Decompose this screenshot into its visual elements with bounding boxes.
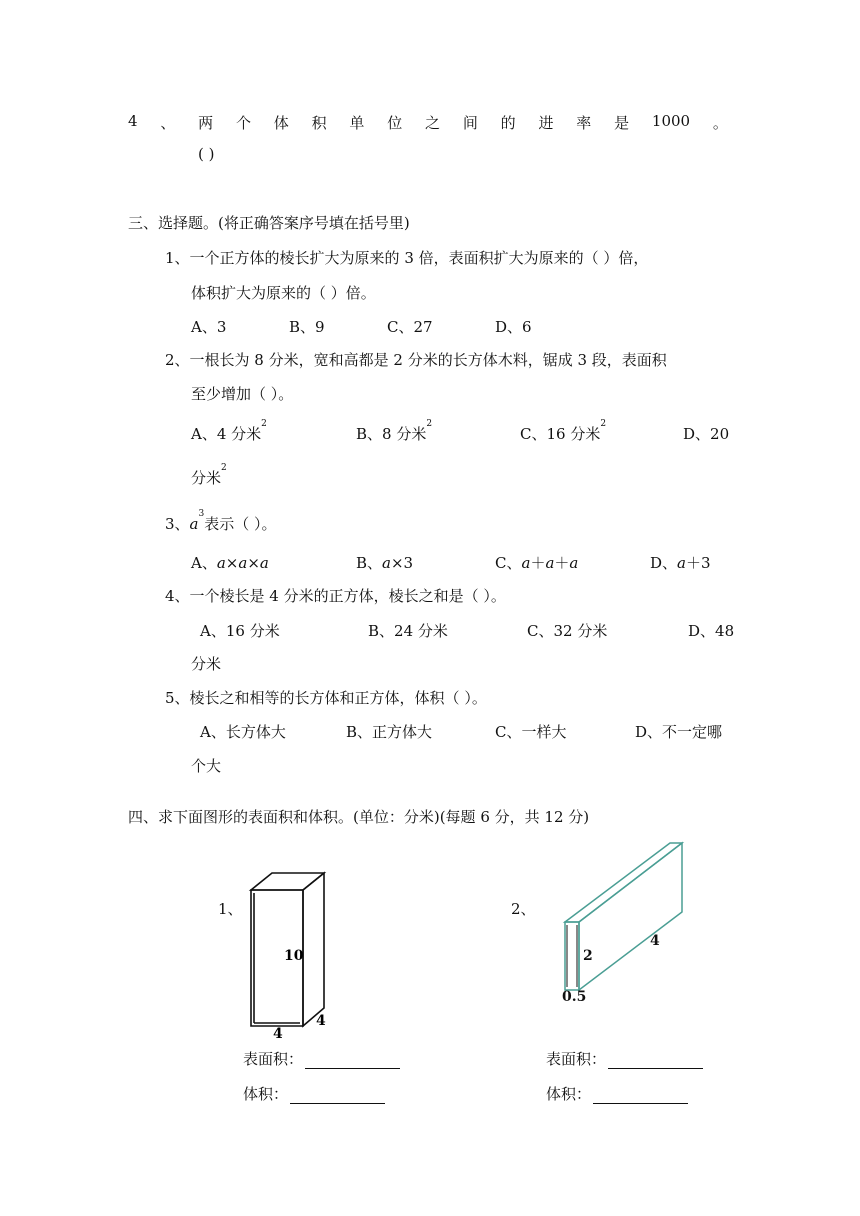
q5-option-b: B、正方体大 — [346, 723, 433, 741]
q4-option-d: D、48 — [688, 622, 735, 640]
slab-side-face — [579, 843, 682, 990]
dim-label-height: 10 — [284, 948, 304, 964]
q3-option-b: B、a×3 — [356, 554, 414, 572]
q3-option-a: A、a×a×a — [191, 554, 269, 572]
spread-char: 积 — [311, 114, 327, 132]
q1-option-c: C、27 — [387, 318, 433, 336]
q5-option-d-wrap: 个大 — [191, 757, 222, 775]
q1-line2: 体积扩大为原来的（ ）倍。 — [191, 284, 376, 302]
spread-char: 。 — [712, 114, 728, 132]
prev-question-4-line — [128, 112, 728, 133]
q5-option-a: A、长方体大 — [200, 723, 286, 741]
q1-line1: 1、一个正方体的棱长扩大为原来的 3 倍，表面积扩大为原来的（ ）倍， — [165, 249, 649, 267]
q2-option-d: D、20 — [683, 425, 730, 443]
q1-option-a: A、3 — [191, 318, 227, 336]
q2-option-d-wrap: 分米$^2$ — [191, 463, 227, 487]
spread-char: 进 — [538, 114, 554, 132]
surface-area-blank[interactable] — [608, 1052, 703, 1069]
fig2-volume: 体积： — [546, 1083, 688, 1104]
q2-line2: 至少增加（ ）。 — [191, 385, 294, 403]
spread-char: 是 — [614, 114, 630, 132]
q2-line1: 2、一根长为 8 分米，宽和高都是 2 分米的长方体木料，锯成 3 段，表面积 — [165, 351, 667, 369]
cuboid-figure-1 — [240, 865, 340, 1040]
q3-line1: 3、$a^3$表示（ ）。 — [165, 509, 277, 533]
q3-option-c: C、a＋a＋a — [495, 554, 579, 572]
q5-option-d: D、不一定哪 — [635, 723, 723, 741]
spread-char: 4 — [128, 112, 138, 130]
cuboid-figure-2 — [555, 835, 695, 1010]
answer-paren: ( ) — [198, 145, 215, 163]
q1-option-d: D、6 — [495, 318, 532, 336]
dim-label-height: 2 — [583, 948, 593, 964]
section-3-title: 三、选择题。(将正确答案序号填在括号里) — [128, 214, 410, 232]
slab-top-face — [565, 843, 682, 922]
volume-blank[interactable] — [290, 1087, 385, 1104]
q4-option-d-wrap: 分米 — [191, 655, 222, 673]
fig1-surface-area: 表面积： — [243, 1048, 400, 1069]
q4-line1: 4、一个棱长是 4 分米的正方体，棱长之和是（ ）。 — [165, 587, 506, 605]
spread-char: 两 — [198, 114, 214, 132]
cuboid-side-face — [303, 873, 324, 1026]
q4-option-b: B、24 分米 — [368, 622, 448, 640]
dim-label-length: 4 — [273, 1026, 283, 1040]
q5-line1: 5、棱长之和相等的长方体和正方体，体积（ ）。 — [165, 689, 487, 707]
dim-label-width: 0.5 — [562, 989, 587, 1005]
surface-area-blank[interactable] — [305, 1052, 400, 1069]
spread-char: 个 — [235, 114, 251, 132]
dim-label-length: 4 — [650, 933, 660, 949]
q2-option-c: C、16 分米$^2$ — [520, 419, 607, 443]
fig1-volume: 体积： — [243, 1083, 385, 1104]
volume-blank[interactable] — [593, 1087, 688, 1104]
dim-label-width: 4 — [316, 1013, 326, 1029]
q5-option-c: C、一样大 — [495, 723, 567, 741]
spread-char: 之 — [425, 114, 441, 132]
spread-char: 1000 — [651, 112, 691, 130]
q1-option-b: B、9 — [289, 318, 325, 336]
q2-option-a: A、4 分米$^2$ — [191, 419, 267, 443]
spread-char: 、 — [160, 114, 176, 132]
spread-char: 的 — [500, 114, 516, 132]
spread-char: 体 — [273, 114, 289, 132]
spread-char: 单 — [349, 114, 365, 132]
spread-char: 率 — [576, 114, 592, 132]
figure-1-label: 1、 — [218, 900, 243, 918]
spread-char: 间 — [462, 114, 478, 132]
figure-2-label: 2、 — [511, 900, 536, 918]
q2-option-b: B、8 分米$^2$ — [356, 419, 433, 443]
fig2-surface-area: 表面积： — [546, 1048, 703, 1069]
q4-option-c: C、32 分米 — [527, 622, 608, 640]
section-4-title: 四、求下面图形的表面积和体积。(单位：分米)(每题 6 分，共 12 分) — [128, 808, 590, 826]
q3-option-d: D、a＋3 — [650, 554, 711, 572]
q4-option-a: A、16 分米 — [200, 622, 280, 640]
spread-char: 位 — [387, 114, 403, 132]
